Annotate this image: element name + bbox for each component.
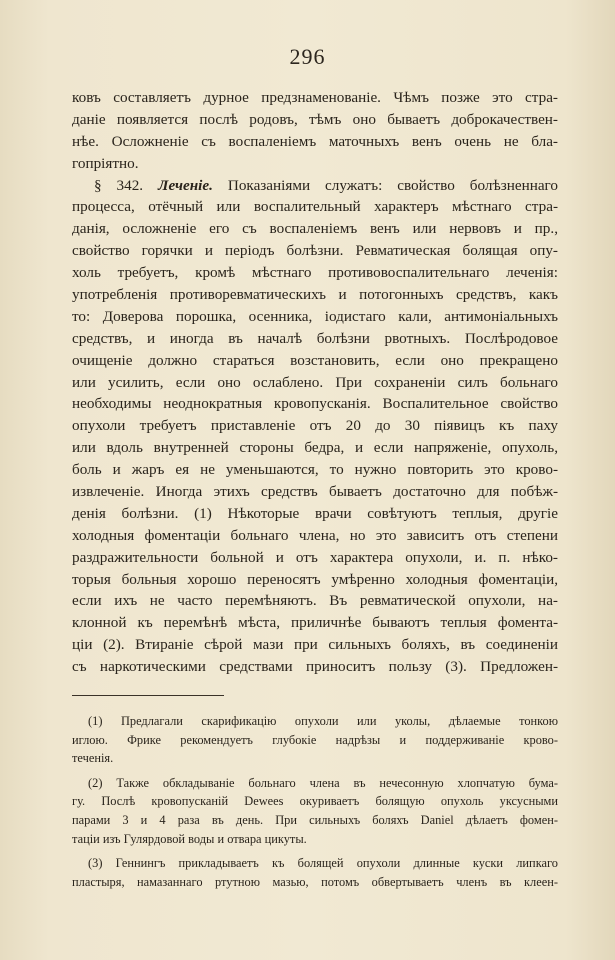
footnotes — [72, 712, 558, 897]
text-line: опухоли требуетъ приставленіе отъ 20 до 30 піявицъ къ паху — [72, 417, 558, 435]
text-line: или усилить, если оно ослаблено. При сохраненіи силъ больнаго — [72, 373, 558, 391]
text-line: гопріятно. — [72, 154, 139, 172]
text-line: съ наркотическими средствами приноситъ пользу (3). Предложен- — [72, 658, 558, 676]
text-line: свойство горячки и періодъ болѣзни. Ревматическая болящая опу- — [72, 242, 558, 260]
footnote-line: пластыря, намазаннаго ртутною мазью, потомъ обвертываетъ членъ въ клеен- — [72, 874, 558, 889]
text-line: очищеніе должно стараться возстановить, если оно прекращено — [72, 351, 558, 369]
text-line: раздражительности больной и отъ характера опухоли, и. п. нѣко- — [72, 548, 558, 566]
text-line: даніе появляется послѣ родовъ, тѣмъ оно бываетъ доброкачествен- — [72, 110, 558, 128]
footnote-line: иглою. Фрике рекомендуетъ глубокіе надрѣзы и поддерживаніе крово- — [72, 732, 558, 747]
footnote-line: теченія. — [72, 751, 114, 766]
text-line: нѣе. Осложненіе съ воспаленіемъ маточныхъ венъ очень не бла- — [72, 132, 558, 150]
footnote-line: парами 3 и 4 раза въ день. При сильныхъ боляхъ Daniel дѣлаетъ фомен- — [72, 812, 558, 827]
section-342-line — [72, 175, 558, 197]
text-line: если ихъ не часто перемѣняютъ. Въ ревматической опухоли, на- — [72, 592, 558, 610]
text-line: ціи (2). Втираніе сѣрой мази при сильныхъ боляхъ, въ соединеніи — [72, 636, 558, 654]
text-line: данія, осложненіе его съ воспаленіемъ венъ или нервовъ и пр., — [72, 220, 558, 238]
text-line: клонной къ перемѣнѣ мѣста, приличнѣе бываютъ теплыя фомента- — [72, 614, 558, 632]
text-line: или вдоль внутренней стороны бедра, и если напряженіе, опухоль, — [72, 439, 558, 457]
footnote-line: (3) Геннингъ прикладываетъ къ болящей опухоли длинные куски липкаго — [88, 856, 558, 871]
footnote-line: гу. Послѣ кровопусканій Dewees окуриваетъ болящую опухоль уксусными — [72, 794, 558, 809]
section-opening-text: Показаніями служатъ: свойство болѣзненнаго — [227, 176, 559, 194]
text-line: необходимы неоднократныя кровопусканія. Воспалительное свойство — [72, 395, 558, 413]
footnote-line: (2) Также обкладываніе больнаго члена въ нечесонную хлопчатую бума- — [88, 775, 558, 790]
text-line: извлеченіе. Иногда этихъ средствъ бываетъ достаточно для побѣж- — [72, 483, 558, 501]
page-number: 296 — [289, 44, 326, 69]
text-line: употребленія противоревматическихъ и потогонныхъ средствъ, какъ — [72, 286, 558, 304]
text-line: то: Доверова порошка, осенника, іодистаго кали, антимоніальныхъ — [72, 307, 558, 325]
text-line: ковъ составляетъ дурное предзнаменованіе. Чѣмъ позже это стра- — [72, 89, 558, 106]
text-line: холь требуетъ, кромѣ мѣстнаго противовоспалительнаго леченія: — [72, 264, 558, 282]
text-line: холодныя фоментаціи больнаго члена, но это зависитъ отъ степени — [72, 526, 558, 544]
section-heading: Леченіе. — [158, 176, 213, 194]
footnote-2 — [72, 774, 558, 848]
section-number: § 342. — [94, 176, 144, 194]
text-line: средствъ, и иногда въ началѣ болѣзни рвотныхъ. Послѣродовое — [72, 329, 558, 347]
footnote-1 — [72, 712, 558, 768]
text-line: торыя больныя хорошо переносятъ умѣренно холодныя фоментаціи, — [72, 570, 558, 588]
footnote-3 — [72, 854, 558, 891]
main-text — [72, 87, 558, 678]
text-line: боль и жаръ ея не уменьшаются, то нужно повторить это крово- — [72, 461, 558, 479]
text-line: процесса, отёчный или воспалительный характеръ мѣстнаго стра- — [72, 198, 558, 216]
footnote-divider — [72, 695, 224, 696]
footnote-line: (1) Предлагали скарификацію опухоли или уколы, дѣлаемые тонкою — [88, 714, 558, 728]
text-line: денія болѣзни. (1) Нѣкоторые врачи совѣтуютъ теплыя, другіе — [72, 504, 558, 522]
footnote-line: таціи изъ Гулярдовой воды и отвара цикуты. — [72, 831, 307, 846]
